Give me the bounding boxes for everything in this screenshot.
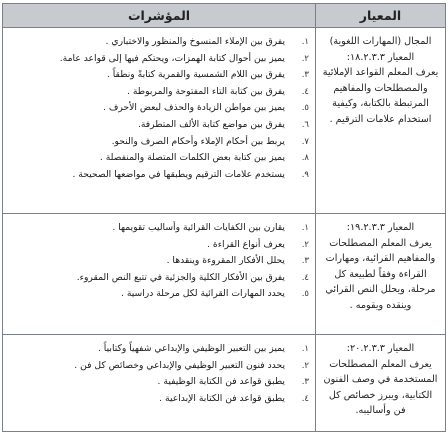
indicator-item [11, 100, 309, 117]
indicator-item [11, 270, 309, 287]
standard-line: المرتبطة بالكتابة، وكيفية [332, 98, 429, 109]
indicator-item [11, 84, 309, 101]
standard-cell [316, 214, 446, 335]
indicator-number: ١. [301, 223, 309, 233]
standard-cell [316, 335, 446, 432]
standard-line: المعيار ٢٠.٢.٣.٣: [346, 343, 415, 354]
indicator-text: يميز بين كتابة بعض الكلمات المتصلة والمنفصلة . [99, 152, 285, 164]
indicator-number: ٥. [301, 103, 309, 114]
indicator-number: ١. [301, 344, 309, 354]
indicator-item [11, 167, 309, 184]
table-row [3, 214, 446, 335]
standard-line: المجال (المهارات اللغوية) [329, 36, 432, 47]
indicator-text: يفرق بين كتابة التاء المفتوحة والمربوطة . [127, 85, 285, 97]
standard-line: المعيار ١٩.٢.٣.٣: [346, 222, 415, 233]
indicator-item [11, 341, 309, 358]
indicator-number: ٦. [301, 119, 309, 130]
indicator-text: يحلل الأفكار المقروءة وينقدها . [166, 255, 285, 267]
indicator-number: ٣. [301, 70, 309, 81]
indicator-text: يطبق قواعد فن الكتابة الوظيفية . [157, 376, 285, 388]
standard-line: القراءة وفقاً لطبيعة كل [334, 268, 427, 280]
standard-line: يعرف المعلم المصطلحات [329, 237, 432, 249]
indicator-number: ٢. [301, 239, 309, 250]
indicator-item [11, 253, 309, 270]
indicator-text: يستخدم علامات الترقيم ويطبقها في مواضعها الصحيحة . [72, 168, 285, 180]
indicator-number: ٩. [301, 169, 309, 180]
indicator-number: ٣. [301, 377, 309, 388]
indicator-text: يميز بين التعبير الوظيفي والإبداعي شفهياً وكتابياً . [97, 343, 285, 354]
indicator-item [11, 34, 309, 51]
indicator-text: يقارن بين الكفايات القرائية وأساليب تقويمها . [112, 222, 285, 233]
indicator-text: يفرق بين الأفكار الكلية والجزئية في تتبع النص المقروء. [76, 271, 285, 283]
indicators-cell [3, 28, 316, 214]
header-indicators: المؤشرات [3, 4, 316, 28]
table-header-row [3, 4, 446, 28]
indicator-number: ٧. [301, 136, 309, 147]
table-row [3, 335, 446, 432]
indicator-number: ٢. [301, 53, 309, 64]
indicator-text: يفرق بين مواضع كتابة الألف المتطرفة. [137, 118, 285, 130]
standard-line: يعرف المعلم المصطلحات [329, 358, 432, 370]
standard-line: فن وأساليبه. [355, 405, 406, 416]
standard-line: المعيار ١٨.٢.٣.٣: [346, 51, 415, 63]
standards-table [2, 3, 446, 432]
indicator-list [11, 220, 309, 303]
indicator-text: يميز بين مواطن الزيادة والحذف لبعض الأحرف . [103, 102, 285, 114]
indicator-text: يفرق بين اللام الشمسية والقمرية كتابةً ونطقاً . [106, 69, 285, 81]
standard-line: مرحلة، ويحلل النص القرائي [325, 284, 436, 295]
indicator-number: ١. [301, 37, 309, 47]
indicator-text: يحدد فنون التعبير الوظيفي والإبداعي وخصائص كل فن . [74, 359, 285, 371]
standard-line: والمفاهيم القرائية، ومهارات [325, 253, 436, 264]
standard-cell [316, 28, 446, 214]
indicators-cell [3, 335, 316, 432]
standard-line: والمصطلحات والمفاهيم [333, 82, 428, 94]
standard-line: الكتابية، ويبرز خصائص كل [328, 389, 433, 401]
indicator-item [11, 134, 309, 151]
indicator-number: ٣. [301, 256, 309, 267]
standard-line: استخدام علامات الترقيم . [329, 113, 432, 125]
indicator-item [11, 67, 309, 84]
standard-line: وينقده ويقومه . [349, 299, 412, 311]
indicator-item [11, 117, 309, 134]
indicator-item [11, 220, 309, 237]
indicators-cell [3, 214, 316, 335]
standard-line: يعرف المعلم القواعد الإملائية [322, 67, 439, 78]
indicator-item [11, 374, 309, 391]
indicator-item [11, 51, 309, 68]
indicator-item [11, 150, 309, 167]
header-standard: المعيار [316, 4, 446, 28]
table-row [3, 28, 446, 214]
indicator-number: ٢. [301, 360, 309, 371]
standard-line: المستخدمة في وصف الفنون [323, 374, 438, 385]
indicator-number: ٥. [301, 289, 309, 300]
indicator-item [11, 286, 309, 303]
indicator-item [11, 237, 309, 254]
indicator-list [11, 34, 309, 183]
indicator-text: يميز بين أحوال كتابة الهمزات، ويحتكم فيها إلى قواعد عامة. [59, 52, 285, 64]
indicator-text: يحدد المهارات القرائية لكل مرحلة دراسية . [120, 288, 285, 300]
indicator-number: ٤. [301, 272, 309, 283]
indicator-text: يربط بين أحكام الإملاء وأحكام الصرف والنحو. [111, 135, 285, 147]
indicator-item [11, 358, 309, 375]
indicator-number: ٤. [301, 86, 309, 97]
indicator-number: ٤. [301, 393, 309, 404]
indicator-number: ٨. [301, 153, 309, 164]
indicator-text: يعرف أنواع القراءة . [207, 238, 285, 250]
indicator-text: يطبق قواعد فن الكتابة الإبداعية . [159, 392, 285, 404]
indicator-item [11, 391, 309, 408]
indicator-list [11, 341, 309, 407]
indicator-text: يفرق بين الإملاء المنسوخ والمنظور والاختباري . [105, 36, 285, 47]
